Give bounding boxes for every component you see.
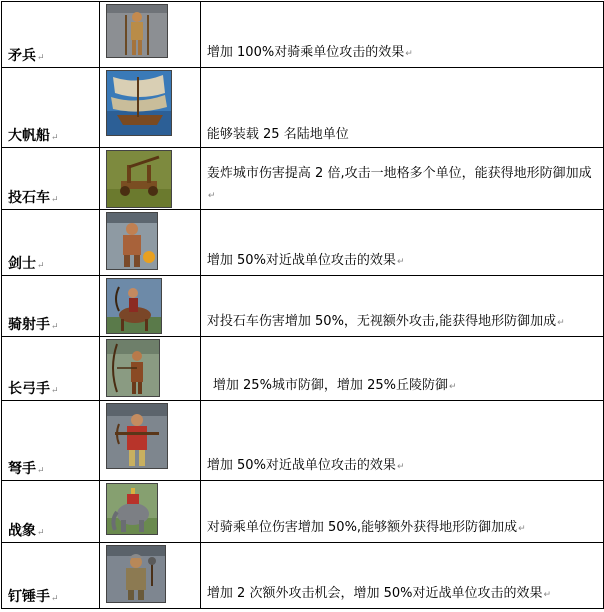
unit-portrait-swordsman xyxy=(106,212,158,270)
unit-image-cell xyxy=(100,481,201,543)
paragraph-mark: ↵ xyxy=(448,382,457,392)
unit-desc: 对骑乘单位伤害增加 50%,能够额外获得地形防御加成 xyxy=(206,520,518,535)
table-row xyxy=(2,68,604,148)
unit-name: 长弓手 xyxy=(8,381,50,397)
unit-name-cell xyxy=(2,210,100,276)
unit-table xyxy=(1,1,604,609)
unit-portrait-maceman xyxy=(106,545,166,603)
paragraph-mark: ↵ xyxy=(51,133,59,143)
unit-desc-cell xyxy=(200,543,603,609)
table-row xyxy=(2,2,604,68)
table-row xyxy=(2,543,604,609)
unit-desc: 轰炸城市伤害提高 2 倍,攻击一地格多个单位，能获得地形防御加成 xyxy=(206,166,592,181)
unit-name: 弩手 xyxy=(8,461,36,477)
paragraph-mark: ↵ xyxy=(51,594,59,604)
table-row xyxy=(2,210,604,276)
unit-portrait-galleon xyxy=(106,70,172,136)
unit-name: 投石车 xyxy=(8,190,50,206)
unit-desc-cell xyxy=(200,481,603,543)
unit-image-cell xyxy=(100,68,201,148)
paragraph-mark: ↵ xyxy=(37,466,45,476)
unit-desc: 能够装载 25 名陆地单位 xyxy=(206,127,349,142)
unit-name: 钉锤手 xyxy=(8,589,50,605)
unit-portrait-longbowman xyxy=(106,339,160,397)
unit-image-cell xyxy=(100,276,201,337)
unit-name: 大帆船 xyxy=(8,128,50,144)
paragraph-mark: ↵ xyxy=(207,191,216,201)
unit-name: 骑射手 xyxy=(8,317,50,333)
paragraph-mark: ↵ xyxy=(37,53,45,63)
table-row xyxy=(2,481,604,543)
unit-name: 矛兵 xyxy=(8,48,36,64)
unit-portrait-war-elephant xyxy=(106,483,158,535)
paragraph-mark: ↵ xyxy=(518,524,526,534)
unit-name-cell xyxy=(2,148,100,210)
unit-name-cell xyxy=(2,276,100,337)
unit-image-cell xyxy=(100,337,201,401)
unit-desc: 增加 50%对近战单位攻击的效果 xyxy=(206,458,396,473)
unit-name-cell xyxy=(2,401,100,481)
unit-image-cell xyxy=(100,210,201,276)
unit-image-cell xyxy=(100,543,201,609)
unit-desc: 对投石车伤害增加 50%，无视额外攻击,能获得地形防御加成 xyxy=(206,314,557,329)
table-row xyxy=(2,148,604,210)
unit-name-cell xyxy=(2,337,100,401)
unit-desc: 增加 25%城市防御，增加 25%丘陵防御 xyxy=(212,378,448,393)
unit-desc: 增加 2 次额外攻击机会，增加 50%对近战单位攻击的效果 xyxy=(206,586,543,601)
paragraph-mark: ↵ xyxy=(51,322,59,332)
unit-name-cell xyxy=(2,481,100,543)
paragraph-mark: ↵ xyxy=(557,318,565,328)
unit-portrait-horse-archer xyxy=(106,278,162,334)
unit-desc-cell xyxy=(200,2,603,68)
unit-portrait-crossbowman xyxy=(106,403,168,469)
paragraph-mark: ↵ xyxy=(396,257,405,267)
paragraph-mark: ↵ xyxy=(37,528,45,538)
unit-image-cell xyxy=(100,148,201,210)
unit-image-cell xyxy=(100,2,201,68)
unit-desc-cell xyxy=(200,68,603,148)
unit-image-cell xyxy=(100,401,201,481)
unit-name: 战象 xyxy=(8,523,36,539)
unit-name-cell xyxy=(2,68,100,148)
unit-desc: 增加 100%对骑乘单位攻击的效果 xyxy=(206,45,405,60)
unit-desc-cell xyxy=(200,148,603,210)
paragraph-mark: ↵ xyxy=(51,386,59,396)
unit-desc-cell xyxy=(200,337,603,401)
paragraph-mark: ↵ xyxy=(37,261,45,271)
table-row xyxy=(2,337,604,401)
paragraph-mark: ↵ xyxy=(405,49,413,59)
table-row xyxy=(2,401,604,481)
unit-portrait-catapult xyxy=(106,150,172,208)
table-row xyxy=(2,276,604,337)
paragraph-mark: ↵ xyxy=(51,195,59,205)
paragraph-mark: ↵ xyxy=(396,462,405,472)
unit-name-cell xyxy=(2,543,100,609)
unit-desc: 增加 50%对近战单位攻击的效果 xyxy=(206,253,396,268)
unit-desc-cell xyxy=(200,210,603,276)
unit-name-cell xyxy=(2,2,100,68)
unit-portrait-spearman xyxy=(106,4,168,58)
paragraph-mark: ↵ xyxy=(543,590,552,600)
unit-desc-cell xyxy=(200,276,603,337)
unit-name: 剑士 xyxy=(8,256,36,272)
unit-desc-cell xyxy=(200,401,603,481)
